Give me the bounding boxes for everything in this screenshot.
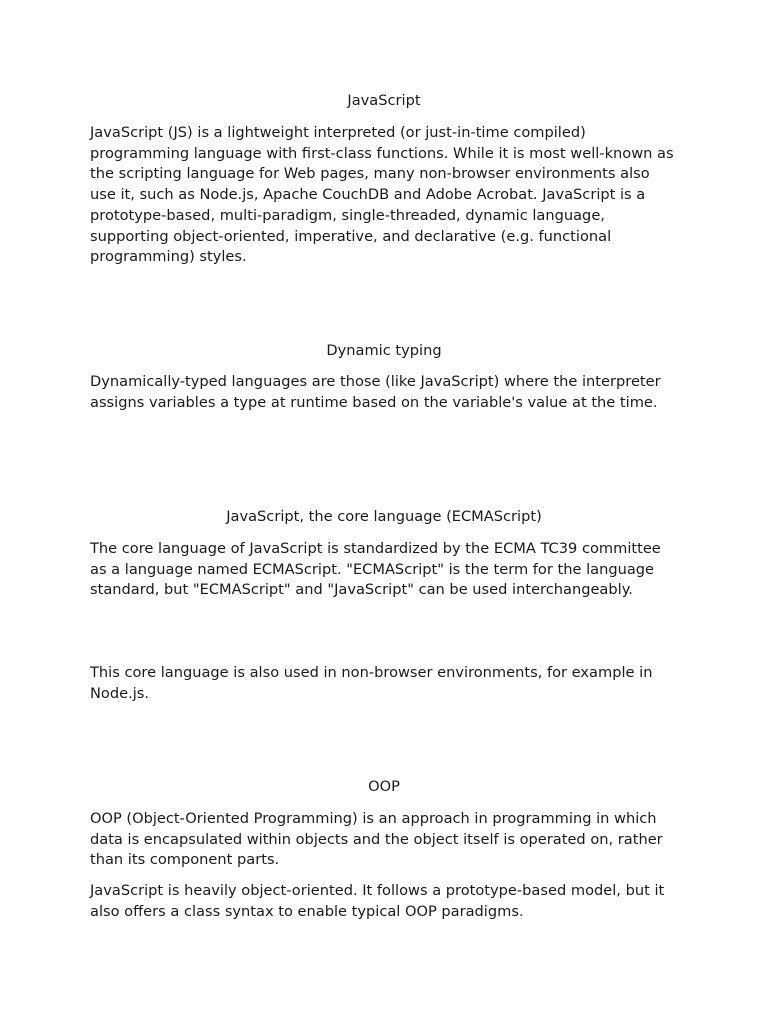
section-heading-ecmascript: JavaScript, the core language (ECMAScript) xyxy=(226,508,542,525)
section-paragraph: JavaScript (JS) is a lightweight interpreted (or just-in-time compiled) programming language with first-class functions. While it is most well-known as the scripting language for Web pages, many non-browser environments also use it, such as Node.js, Apache CouchDB and Adobe Acrobat. JavaScript is a prototype-based, multi-paradigm, single-threaded, dynamic language, supporting object-oriented, imperative, and declarative (e.g. functional programming) styles. xyxy=(90,124,674,266)
section-paragraph: Dynamically-typed languages are those (like JavaScript) where the interpreter assigns variables a type at runtime based on the variable's value at the time. xyxy=(90,373,661,411)
section-paragraph: OOP (Object-Oriented Programming) is an approach in programming in which data is encapsulated within objects and the object itself is operated on, rather than its component parts. xyxy=(90,810,663,869)
section-heading-oop: OOP xyxy=(368,778,400,795)
section-paragraph: JavaScript is heavily object-oriented. It follows a prototype-based model, but it also offers a class syntax to enable typical OOP paradigms. xyxy=(90,882,665,920)
section-heading-javascript: JavaScript xyxy=(347,92,421,109)
section-paragraph: This core language is also used in non-browser environments, for example in Node.js. xyxy=(90,664,653,702)
section-heading-dynamic-typing: Dynamic typing xyxy=(326,342,442,359)
section-paragraph: The core language of JavaScript is standardized by the ECMA TC39 committee as a language named ECMAScript. "ECMAScript" is the term for the language standard, but "ECMAScript" and "JavaScript" can be used interchangeably. xyxy=(90,540,661,599)
